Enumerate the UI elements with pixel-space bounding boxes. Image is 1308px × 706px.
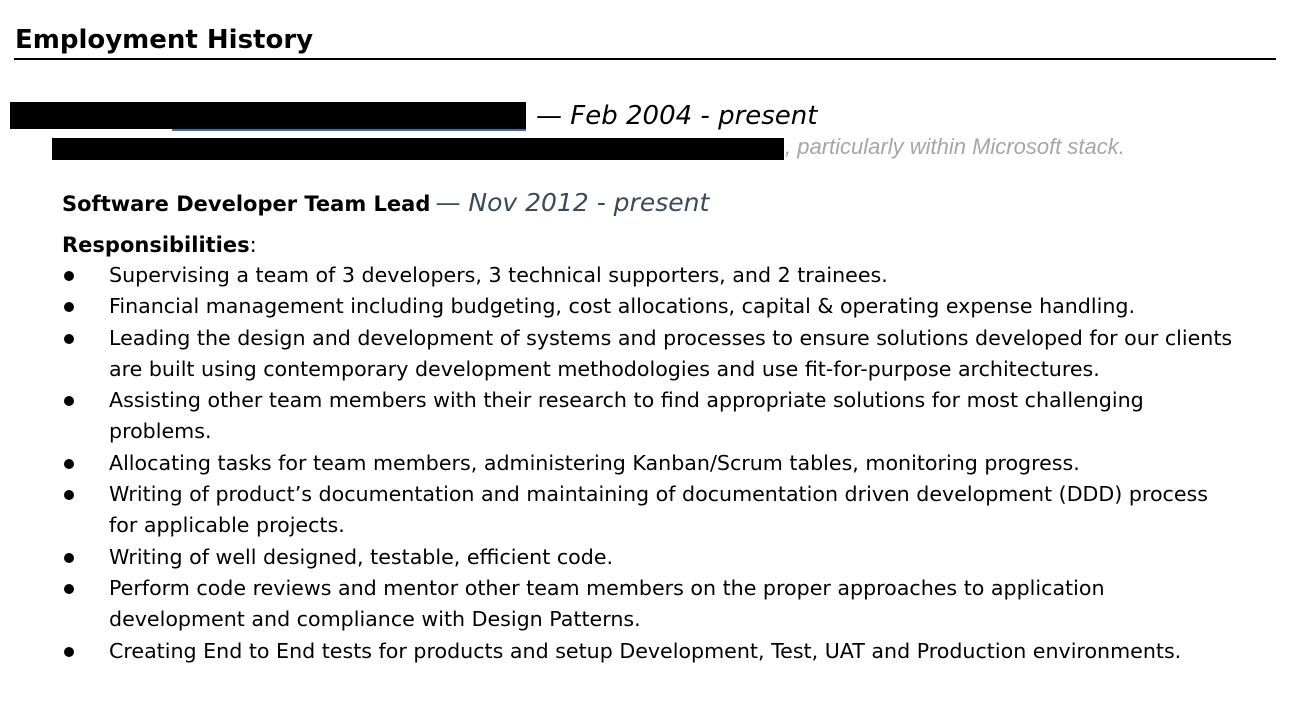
list-item — [0, 542, 1308, 573]
list-item — [0, 260, 1308, 291]
role-dates: — Nov 2012 - present — [435, 188, 710, 217]
responsibilities-list — [0, 260, 1308, 667]
list-item-text: Perform code reviews and mentor other team members on the proper approaches to application development and compliance with Design Patterns. — [109, 575, 1105, 632]
list-item — [0, 448, 1308, 479]
list-item-text: Creating End to End tests for products and setup Development, Test, UAT and Production environments. — [109, 638, 1182, 663]
employer-link-underline — [172, 129, 526, 131]
list-item — [0, 573, 1308, 636]
employer-description-tail: , particularly within Microsoft stack. — [785, 134, 1125, 159]
employer-dates: — Feb 2004 - present — [536, 101, 818, 131]
list-item-text: Writing of well designed, testable, efficient code. — [109, 544, 614, 569]
bullet-icon — [64, 334, 74, 344]
redacted-employer-name — [10, 102, 526, 129]
role-title: Software Developer Team Lead — [62, 192, 431, 216]
responsibilities-heading-colon: : — [249, 233, 257, 257]
bullet-icon — [64, 584, 74, 594]
role-header — [62, 186, 709, 223]
list-item-text: Assisting other team members with their research to find appropriate solutions for most challenging problems. — [109, 388, 1144, 444]
bullet-icon — [64, 459, 74, 469]
bullet-icon — [64, 553, 74, 563]
responsibilities-heading — [62, 230, 257, 260]
section-title: Employment History — [15, 25, 314, 55]
bullet-icon — [64, 490, 74, 500]
list-item — [0, 479, 1308, 542]
list-item-text: Supervising a team of 3 developers, 3 technical supporters, and 2 trainees. — [109, 263, 888, 287]
bullet-icon — [64, 271, 74, 281]
responsibilities-heading-label: Responsibilities — [62, 233, 250, 257]
section-divider — [14, 58, 1276, 60]
bullet-icon — [64, 396, 74, 406]
bullet-icon — [64, 647, 74, 657]
list-item-text: Financial management including budgeting, cost allocations, capital & operating expense handling. — [109, 294, 1135, 319]
list-item — [0, 291, 1308, 322]
list-item-text: Writing of product’s documentation and maintaining of documentation driven development (DDD) process for applicable projects. — [109, 482, 1208, 538]
redacted-employer-description — [52, 138, 784, 160]
bullet-icon — [64, 302, 74, 312]
list-item-text: Leading the design and development of systems and processes to ensure solutions developed for our clients are built using contemporary development methodologies and use fit-for-purpose architectures. — [109, 325, 1233, 381]
list-item — [0, 385, 1308, 448]
list-item — [0, 323, 1308, 386]
list-item — [0, 636, 1308, 667]
list-item-text: Allocating tasks for team members, administering Kanban/Scrum tables, monitoring progress. — [109, 450, 1080, 475]
